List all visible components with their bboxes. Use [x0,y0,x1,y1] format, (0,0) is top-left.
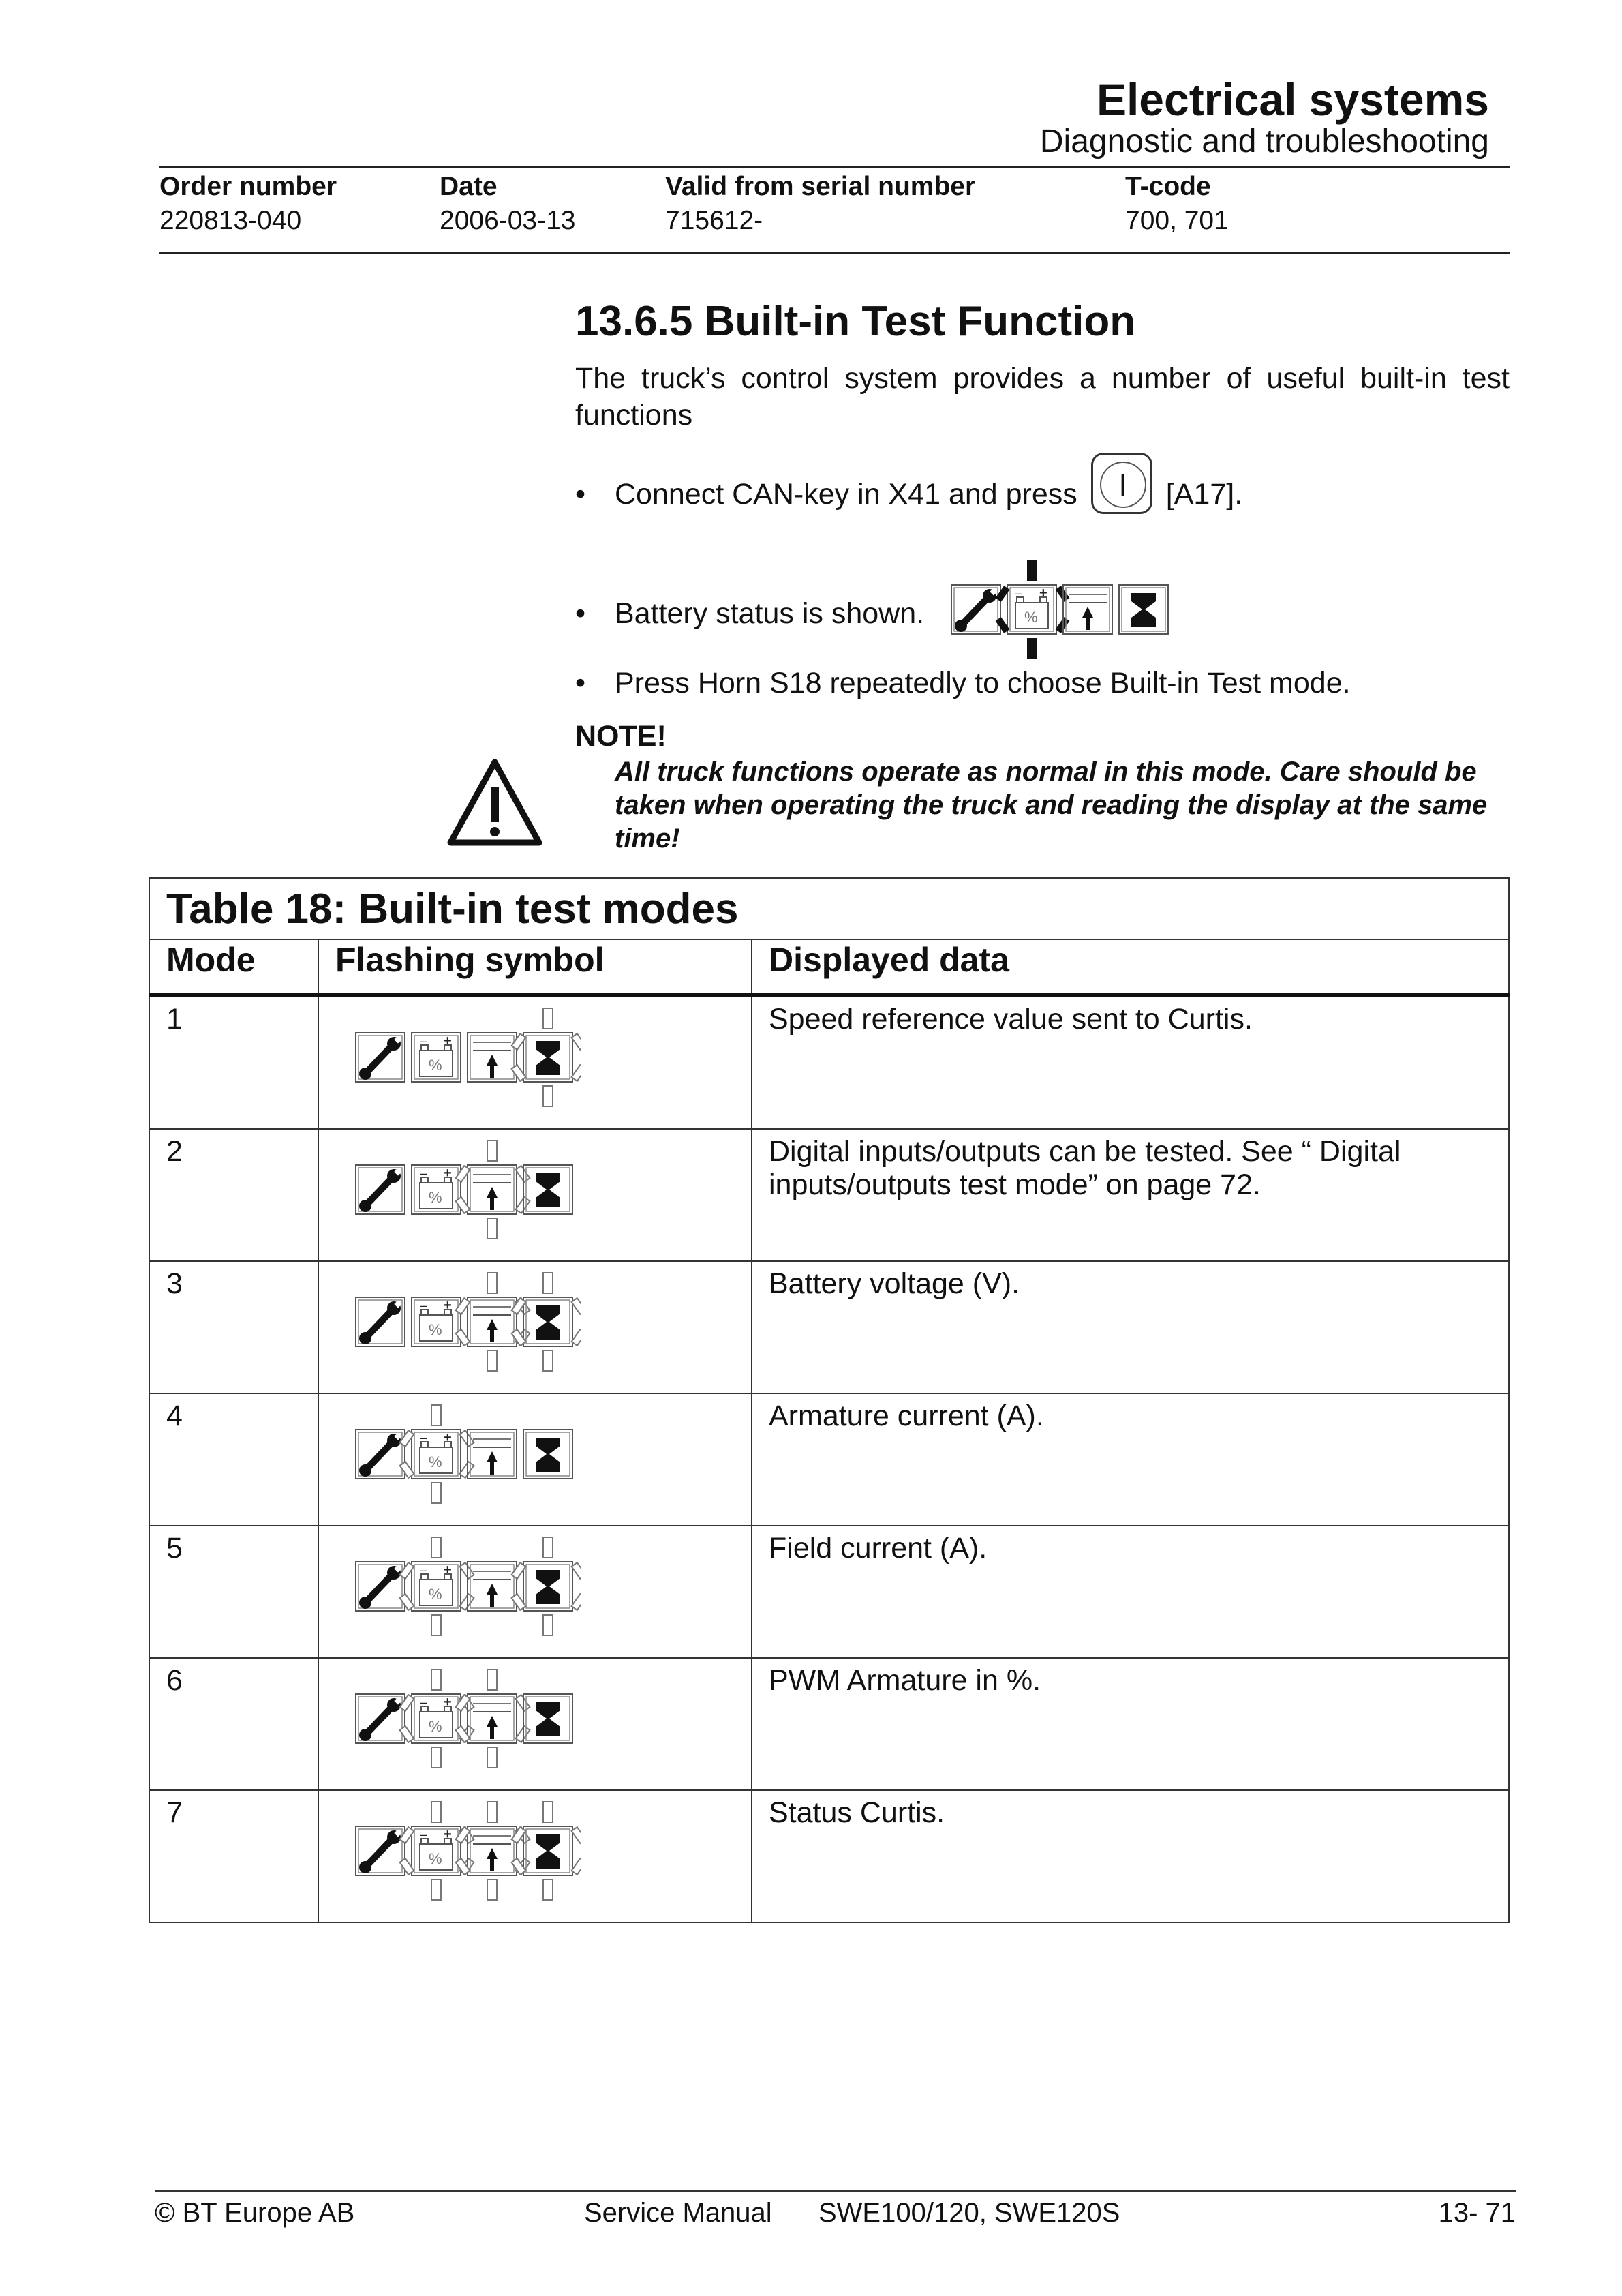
battery-icon [412,1297,461,1346]
hourglass-icon [523,1562,572,1611]
table-row [149,1261,1509,1393]
key-symbol: I [1100,462,1146,508]
flash-marker-top [1027,560,1037,581]
flash-marker-top [431,1537,441,1558]
power-key-icon [1091,453,1152,514]
displayed-data-cell: PWM Armature in %. [752,1658,1509,1790]
flash-marker-bottom [543,1086,553,1106]
note-heading: NOTE! [575,720,667,753]
intro-paragraph: The truck’s control system provides a number of useful built-in test functions [575,362,1510,432]
footer-divider [155,2190,1516,2192]
date-label: Date [440,172,498,201]
mode-cell: 5 [149,1526,318,1658]
lift-arrow-icon [468,1430,517,1479]
displayed-data-cell: Field current (A). [752,1526,1509,1658]
flashing-symbols [349,1668,735,1778]
flash-marker-bottom [431,1747,441,1768]
flashing-symbol-cell [318,1658,752,1790]
wrench-icon [356,1165,405,1214]
displayed-data-cell: Armature current (A). [752,1393,1509,1526]
footer-page-number: 13- 71 [1438,2198,1516,2228]
symbol-strip [349,1536,581,1638]
svg-text:%: % [429,1453,442,1470]
lift-arrow-icon [468,1562,517,1611]
flash-marker-top [487,1141,497,1161]
hourglass-icon [1119,585,1168,634]
wrench-icon [356,1694,405,1743]
bullet-text-after: [A17]. [1165,477,1243,511]
table-row [149,1658,1509,1790]
flashing-symbols [349,1536,735,1646]
bullet-text: Connect CAN-key in X41 and press [615,477,1077,511]
lift-arrow-icon [468,1694,517,1743]
wrench-icon [356,1562,405,1611]
battery-icon [412,1165,461,1214]
mode-cell: 4 [149,1393,318,1526]
flashing-symbols [349,1271,735,1381]
section-heading: 13.6.5 Built-in Test Function [575,298,1136,345]
svg-text:+: + [1039,586,1047,601]
symbol-strip [945,559,1176,661]
flash-marker-bottom [487,1747,497,1768]
mode-cell: 1 [149,995,318,1129]
column-header-mode: Mode [149,939,318,995]
bullet-connect-key [575,464,1242,525]
wrench-icon [951,585,1000,634]
svg-text:+: + [444,1166,452,1181]
lift-arrow-icon [468,1826,517,1875]
symbol-strip [349,1271,581,1374]
svg-text:%: % [429,1321,442,1338]
svg-text:%: % [1024,609,1038,626]
column-header-displayed-data: Displayed data [752,939,1509,995]
flash-marker-top [543,1802,553,1822]
lift-arrow-icon [468,1033,517,1082]
table-title: Table 18: Built-in test modes [149,878,1509,939]
displayed-data-cell: Digital inputs/outputs can be tested. See “ Digital inputs/outputs test mode” on page 72. [752,1129,1509,1261]
flash-marker-bottom [487,1218,497,1239]
symbol-strip [349,1007,581,1109]
svg-text:+: + [444,1695,452,1710]
svg-text:%: % [429,1586,442,1603]
svg-text:–: – [1015,586,1023,600]
chapter-subtitle: Diagnostic and troubleshooting [1039,123,1489,160]
svg-text:+: + [444,1827,452,1842]
battery-icon [412,1694,461,1743]
flash-marker-bottom [543,1350,553,1371]
bullet-text: Press Horn S18 repeatedly to choose Built-in Test mode. [615,667,1351,699]
table-row [149,995,1509,1129]
symbol-strip [349,1139,581,1241]
flash-marker-bottom [431,1615,441,1635]
wrench-icon [356,1430,405,1479]
svg-text:–: – [420,1695,427,1709]
header-divider-bottom [159,252,1510,254]
flash-marker-top [431,1405,441,1425]
flashing-symbols [349,1139,735,1249]
bullet-dot: • [575,667,586,699]
bullet-battery-status [575,559,1176,669]
flash-marker-bottom [543,1879,553,1900]
flash-marker-top [431,1802,441,1822]
chapter-title: Electrical systems [1096,74,1489,125]
battery-icon [412,1033,461,1082]
flashing-symbols [349,1007,735,1117]
bullet-press-horn [575,667,1351,700]
battery-icon [412,1826,461,1875]
flash-marker-top [487,1273,497,1293]
svg-text:+: + [444,1562,452,1577]
flashing-symbol-cell [318,1526,752,1658]
lift-arrow-icon [468,1297,517,1346]
flash-marker-bottom [431,1483,441,1503]
table-row [149,1129,1509,1261]
svg-text:–: – [420,1034,427,1048]
order-number-label: Order number [159,172,337,201]
svg-text:%: % [429,1057,442,1074]
battery-icon [412,1562,461,1611]
flash-marker-top [431,1670,441,1690]
hourglass-icon [523,1694,572,1743]
footer-copyright: © BT Europe AB [155,2198,355,2228]
svg-text:+: + [444,1430,452,1445]
wrench-icon [356,1826,405,1875]
hourglass-icon [523,1826,572,1875]
flash-marker-top [543,1273,553,1293]
column-header-flashing-symbol: Flashing symbol [318,939,752,995]
hourglass-icon [523,1033,572,1082]
footer-document: Service Manual [584,2198,772,2228]
svg-text:–: – [420,1299,427,1312]
table-row [149,1526,1509,1658]
mode-cell: 7 [149,1790,318,1922]
mode-cell: 6 [149,1658,318,1790]
hourglass-icon [523,1430,572,1479]
hourglass-icon [523,1297,572,1346]
flash-marker-bottom [431,1879,441,1900]
svg-text:–: – [420,1563,427,1577]
hourglass-icon [523,1165,572,1214]
svg-text:–: – [420,1431,427,1445]
bullet-text: Battery status is shown. [615,597,925,630]
header-divider [159,166,1510,168]
order-number-value: 220813-040 [159,206,302,235]
svg-text:%: % [429,1189,442,1206]
svg-text:–: – [420,1166,427,1180]
flash-marker-bottom [487,1350,497,1371]
svg-text:+: + [444,1033,452,1048]
svg-text:%: % [429,1850,442,1867]
battery-status-symbols [945,559,1176,669]
flash-marker-top [487,1670,497,1690]
displayed-data-cell: Status Curtis. [752,1790,1509,1922]
serial-value: 715612- [665,206,763,235]
flash-marker-top [543,1008,553,1029]
wrench-icon [356,1033,405,1082]
mode-cell: 2 [149,1129,318,1261]
built-in-test-modes-table [149,877,1510,1923]
flashing-symbol-cell [318,1393,752,1526]
battery-icon [412,1430,461,1479]
mode-cell: 3 [149,1261,318,1393]
flash-marker-bottom [487,1879,497,1900]
flash-marker-bottom [543,1615,553,1635]
flashing-symbol-cell [318,1261,752,1393]
tcode-value: 700, 701 [1125,206,1229,235]
lift-arrow-icon [468,1165,517,1214]
warning-icon [446,758,543,847]
svg-text:%: % [429,1718,442,1735]
table-row [149,1790,1509,1922]
flashing-symbol-cell [318,1129,752,1261]
table-row [149,1393,1509,1526]
symbol-strip [349,1404,581,1506]
bullet-dot: • [575,597,586,630]
date-value: 2006-03-13 [440,206,576,235]
displayed-data-cell: Speed reference value sent to Curtis. [752,995,1509,1129]
battery-icon [1007,585,1056,634]
flashing-symbol-cell [318,995,752,1129]
flashing-symbols [349,1800,735,1910]
flashing-symbol-cell [318,1790,752,1922]
flash-marker-bottom [1027,638,1037,659]
serial-label: Valid from serial number [665,172,976,201]
symbol-strip [349,1800,581,1903]
lift-arrow-icon [1063,585,1112,634]
symbol-strip [349,1668,581,1770]
flash-marker-top [487,1802,497,1822]
tcode-label: T-code [1125,172,1211,201]
svg-text:–: – [420,1828,427,1841]
flash-marker-top [543,1537,553,1558]
displayed-data-cell: Battery voltage (V). [752,1261,1509,1393]
flashing-symbols [349,1404,735,1513]
wrench-icon [356,1297,405,1346]
note-text: All truck functions operate as normal in this mode. Care should be taken when operating the truck and reading the display at the same time! [615,757,1488,854]
footer-model: SWE100/120, SWE120S [818,2198,1120,2228]
bullet-dot: • [575,477,586,511]
svg-text:+: + [444,1298,452,1313]
